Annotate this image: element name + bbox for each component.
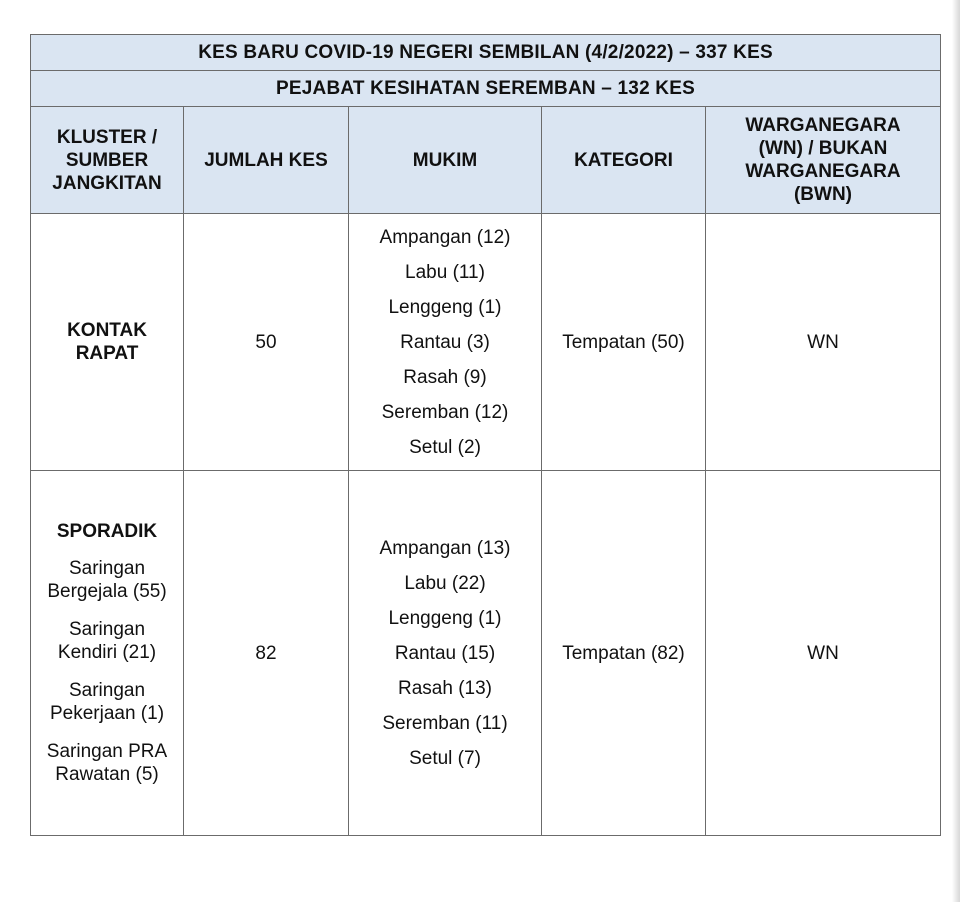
mukim-cell: [349, 471, 542, 836]
header-row: [31, 107, 941, 214]
sporadik-sub-line: Saringan: [68, 680, 146, 701]
mukim-item: Ampangan (12): [379, 226, 511, 248]
table-subtitle: PEJABAT KESIHATAN SEREMBAN – 132 KES: [31, 71, 941, 107]
header-mukim: MUKIM: [349, 107, 542, 214]
mukim-item: Labu (22): [404, 572, 486, 594]
header-kategori: KATEGORI: [542, 107, 706, 214]
sporadik-sub-line: Saringan: [68, 558, 146, 579]
kategori-cell: Tempatan (50): [542, 214, 706, 471]
header-wn-line: WARGANEGARA: [745, 115, 901, 136]
mukim-item: Seremban (11): [382, 712, 508, 734]
table-title: KES BARU COVID-19 NEGERI SEMBILAN (4/2/2022) – 337 KES: [31, 35, 941, 71]
cluster-title-line: RAPAT: [75, 343, 139, 364]
sporadik-sub-line: Saringan: [68, 619, 146, 640]
mukim-item: Rantau (15): [394, 642, 496, 664]
header-wn-line: (BWN): [793, 184, 853, 205]
kategori-cell: Tempatan (82): [542, 471, 706, 836]
title-row: [31, 35, 941, 71]
table-row: [31, 214, 941, 471]
sporadik-sub-line: Bergejala (55): [47, 581, 167, 602]
covid-cases-table: [30, 34, 941, 836]
page-edge-shadow: [952, 0, 960, 902]
header-cluster-line: SUMBER: [65, 149, 149, 171]
mukim-item: Ampangan (13): [379, 537, 511, 559]
mukim-cell: [349, 214, 542, 471]
mukim-item: Setul (2): [409, 436, 481, 458]
sporadik-sub-item: [31, 679, 183, 725]
sporadik-sub-line: Pekerjaan (1): [49, 703, 165, 724]
mukim-item: Labu (11): [405, 261, 485, 283]
mukim-item: Rantau (3): [400, 331, 490, 353]
cluster-title-line: KONTAK: [67, 320, 147, 341]
header-jumlah: JUMLAH KES: [184, 107, 349, 214]
header-cluster-line: JANGKITAN: [52, 172, 162, 194]
jumlah-cell: 50: [184, 214, 349, 471]
header-wn-line: (WN) / BUKAN: [758, 138, 888, 159]
mukim-item: Lenggeng (1): [388, 607, 502, 629]
cluster-cell: [31, 214, 184, 471]
sporadik-sub-item: [31, 618, 183, 664]
sporadik-sub-item: [31, 740, 183, 786]
mukim-item: Rasah (9): [403, 366, 487, 388]
sporadik-sub-line: Rawatan (5): [55, 764, 159, 785]
header-cluster: [31, 107, 184, 214]
sporadik-sub-line: Saringan PRA: [46, 741, 168, 762]
mukim-item: Setul (7): [409, 747, 481, 769]
header-wn-line: WARGANEGARA: [745, 161, 901, 182]
table-row: [31, 471, 941, 836]
wn-cell: WN: [706, 214, 941, 471]
header-cluster-line: KLUSTER /: [56, 126, 158, 148]
jumlah-cell: 82: [184, 471, 349, 836]
mukim-item: Rasah (13): [398, 677, 492, 699]
mukim-item: Lenggeng (1): [388, 296, 502, 318]
sporadik-sub-item: [31, 557, 183, 603]
cluster-title-line: SPORADIK: [56, 521, 158, 542]
cluster-cell: [31, 471, 184, 836]
sporadik-sub-line: Kendiri (21): [57, 642, 157, 663]
mukim-item: Seremban (12): [381, 401, 509, 423]
subtitle-row: [31, 71, 941, 107]
header-wn: [706, 107, 941, 214]
wn-cell: WN: [706, 471, 941, 836]
